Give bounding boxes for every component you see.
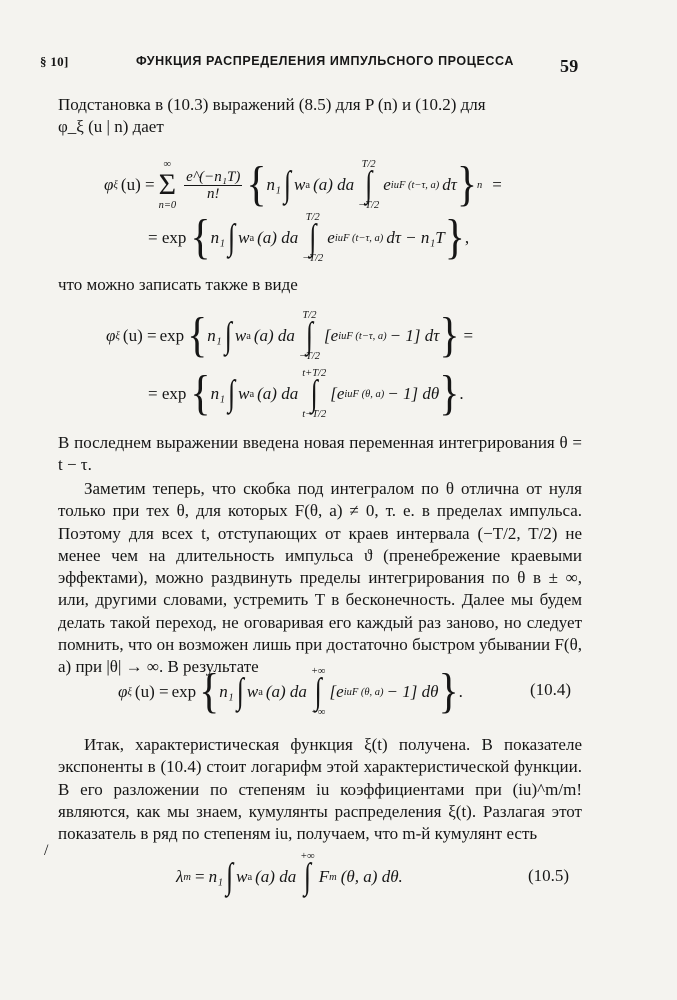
math-sub: m <box>183 871 191 883</box>
fraction-numerator: e^(−n₁T) <box>186 168 241 185</box>
equation-number: (10.5) <box>528 866 570 885</box>
math-symbol: n₁ <box>210 384 225 403</box>
math-sub: a <box>247 871 253 883</box>
equation-number: (10.4) <box>530 680 572 699</box>
math-symbol: w <box>238 384 250 403</box>
math-symbol: e <box>383 175 391 194</box>
integral-operator: +∞ ∫ <box>300 851 315 897</box>
text-block: Заметим теперь, что скобка под интегралом по θ отлична от нуля только при тех θ, для которых F(θ, a) ≠ 0, т. е. в пределах импульса. Поэтому для всех t, отступающих от краев интервала (−T/2, T/2) не менее чем на длительность импульса ϑ (пренебрежение краевыми эффектами), можно раздвинуть пределы интегрирования по θ в ± ∞, или, другими словами, устремить T в бесконечность. Далее мы будем делать такой переход, не оговаривая его каждый раз заново, но следует помнить, что он возможен лишь при достаточно быстром убывании F(θ, a) при |θ| → ∞. В результате <box>58 479 582 677</box>
paragraph-rewrite <box>58 274 582 296</box>
math-sup: iuF (θ, a) <box>344 388 385 400</box>
math-sup: iuF (θ, a) <box>343 686 384 698</box>
sum-operator: ∞ Σ n=0 <box>158 159 177 211</box>
text-block: В последнем выражении введена новая переменная интегрирования θ = t − τ. <box>58 433 582 475</box>
math-text: = <box>492 175 502 194</box>
math-text: (a) da <box>253 326 295 345</box>
text-line: что можно записать также в виде <box>58 275 298 294</box>
text-line: φ_ξ (u | n) дает <box>58 117 164 137</box>
math-sub: a <box>305 179 311 191</box>
fraction <box>184 169 242 202</box>
paragraph-new-variable <box>58 432 582 477</box>
math-symbol: e <box>327 228 335 247</box>
integral-lower: −∞ <box>310 707 326 718</box>
math-symbol: w <box>236 867 248 886</box>
math-symbol: λ <box>176 867 184 886</box>
math-sub: a <box>258 686 263 698</box>
integral-operator: +∞ ∫ −∞ <box>310 666 326 718</box>
integral-lower: −T/2 <box>302 253 324 264</box>
math-symbol: n₁ <box>208 867 223 886</box>
math-text: (a) da <box>265 682 307 701</box>
math-text: (a) da <box>257 384 299 403</box>
math-sup: m <box>329 871 337 883</box>
math-symbol: F <box>318 867 330 886</box>
integral-upper: T/2 <box>302 310 317 321</box>
math-sup: iuF (t−τ, a) <box>334 232 384 244</box>
math-text: (θ, a) dθ. <box>340 867 403 886</box>
math-text: [e <box>329 682 344 701</box>
math-symbol: φ <box>106 326 116 345</box>
math-text: (a) da <box>313 175 355 194</box>
math-sup: iuF (t−τ, a) <box>338 330 387 342</box>
integral-upper: t+T/2 <box>302 368 327 379</box>
page-number: 59 <box>560 56 579 76</box>
integral-lower: −T/2 <box>358 200 380 211</box>
math-text: [e <box>324 326 339 345</box>
math-symbol: φ <box>118 682 128 701</box>
math-text: = exp <box>148 228 187 247</box>
math-text: − 1] dθ <box>386 682 439 701</box>
integral-upper: +∞ <box>300 851 315 862</box>
equation-2-line-2: = exp { n₁ ∫ w a (a) da t+T/2 ∫ t−T/2 [e iuF (θ, a) − 1] dθ } . <box>148 367 464 421</box>
math-symbol: w <box>246 682 259 701</box>
paragraph-cumulants <box>58 734 582 845</box>
integral-lower: −T/2 <box>298 351 321 362</box>
math-symbol: n₁ <box>210 228 225 247</box>
math-sub: ξ <box>127 686 132 698</box>
math-sub: ξ <box>113 179 118 191</box>
math-text: = exp <box>148 384 187 403</box>
equation-1-line-2: = exp { n₁ ∫ w a (a) da T/2 ∫ −T/2 e iuF (t−τ, a) dτ − n₁T } , <box>148 211 470 265</box>
math-text: dτ − n₁T <box>386 228 445 247</box>
math-text: (u) = <box>122 326 157 345</box>
math-symbol: n₁ <box>207 326 222 345</box>
text-line: Подстановка в (10.3) выражений (8.5) для P (n) и (10.2) для <box>58 95 486 114</box>
integral-lower: t−T/2 <box>302 409 327 420</box>
paragraph-edge-effects <box>58 478 582 679</box>
equation-1-line-1: φ ξ (u) = ∞ Σ n=0 $\frac{\text{e\textasciicircum{}(−n₁T)}}{n!}$ { n₁ ∫ w a (a) da T/2 ∫ −T/2 e iuF (t−τ, a) dτ } n = <box>104 158 502 212</box>
section-label: § 10] <box>40 54 69 69</box>
math-text: (u) = <box>120 175 155 194</box>
math-symbol: n₁ <box>219 682 234 701</box>
math-text: (u) = <box>134 682 169 701</box>
math-sup: iuF (t−τ, a) <box>390 179 440 191</box>
fraction-denominator: n! <box>207 185 220 202</box>
math-sub: a <box>249 388 255 400</box>
math-symbol: n₁ <box>266 175 281 194</box>
math-symbol: w <box>294 175 306 194</box>
integral-upper: T/2 <box>305 212 320 223</box>
equation-3: φ ξ (u) = exp { n₁ ∫ w a (a) da +∞ ∫ −∞ [e iuF (θ, a) − 1] dθ } . <box>118 665 463 719</box>
text-block: Итак, характеристическая функция ξ(t) получена. В показателе экспоненты в (10.4) стоит логарифм этой характеристической функции. В его разложении по степеням iu коэффициентами при (iu)^m/m! являются, как мы знаем, кумулянты распределения ξ(t). Разлагая этот показатель в ряд по степеням iu, получаем, что m-й кумулянт есть <box>58 735 582 844</box>
math-sub: a <box>249 232 255 244</box>
math-symbol: φ <box>104 175 114 194</box>
math-symbol: w <box>234 326 247 345</box>
equation-2-line-1: φ ξ (u) = exp { n₁ ∫ w a (a) da T/2 ∫ −T/2 [e iuF (t−τ, a) − 1] dτ } = <box>106 309 474 363</box>
math-text: dτ <box>442 175 457 194</box>
integral-operator: T/2 ∫ −T/2 <box>358 159 380 211</box>
math-text: (a) da <box>255 867 297 886</box>
math-sup: n <box>477 179 483 191</box>
integral-upper: T/2 <box>361 159 376 170</box>
math-sub: a <box>246 330 251 342</box>
sum-lower: n=0 <box>158 200 177 211</box>
math-text: (a) da <box>257 228 299 247</box>
math-symbol: w <box>238 228 250 247</box>
integral-operator: T/2 ∫ −T/2 <box>298 310 321 362</box>
math-text: − 1] dτ <box>389 326 440 345</box>
integral-operator: T/2 ∫ −T/2 <box>302 212 324 264</box>
sum-upper: ∞ <box>163 159 172 170</box>
margin-mark: / <box>44 842 49 859</box>
math-sub: ξ <box>115 330 120 342</box>
integral-operator: t+T/2 ∫ t−T/2 <box>302 368 327 420</box>
equation-4: λ m = n₁ ∫ w a (a) da +∞ ∫ F m (θ, a) dθ. <box>176 846 403 908</box>
math-text: − 1] dθ <box>387 384 440 403</box>
math-text: [e <box>330 384 345 403</box>
paragraph-intro <box>58 94 582 139</box>
running-title: ФУНКЦИЯ РАСПРЕДЕЛЕНИЯ ИМПУЛЬСНОГО ПРОЦЕССА <box>136 54 514 68</box>
integral-upper: +∞ <box>310 666 326 677</box>
